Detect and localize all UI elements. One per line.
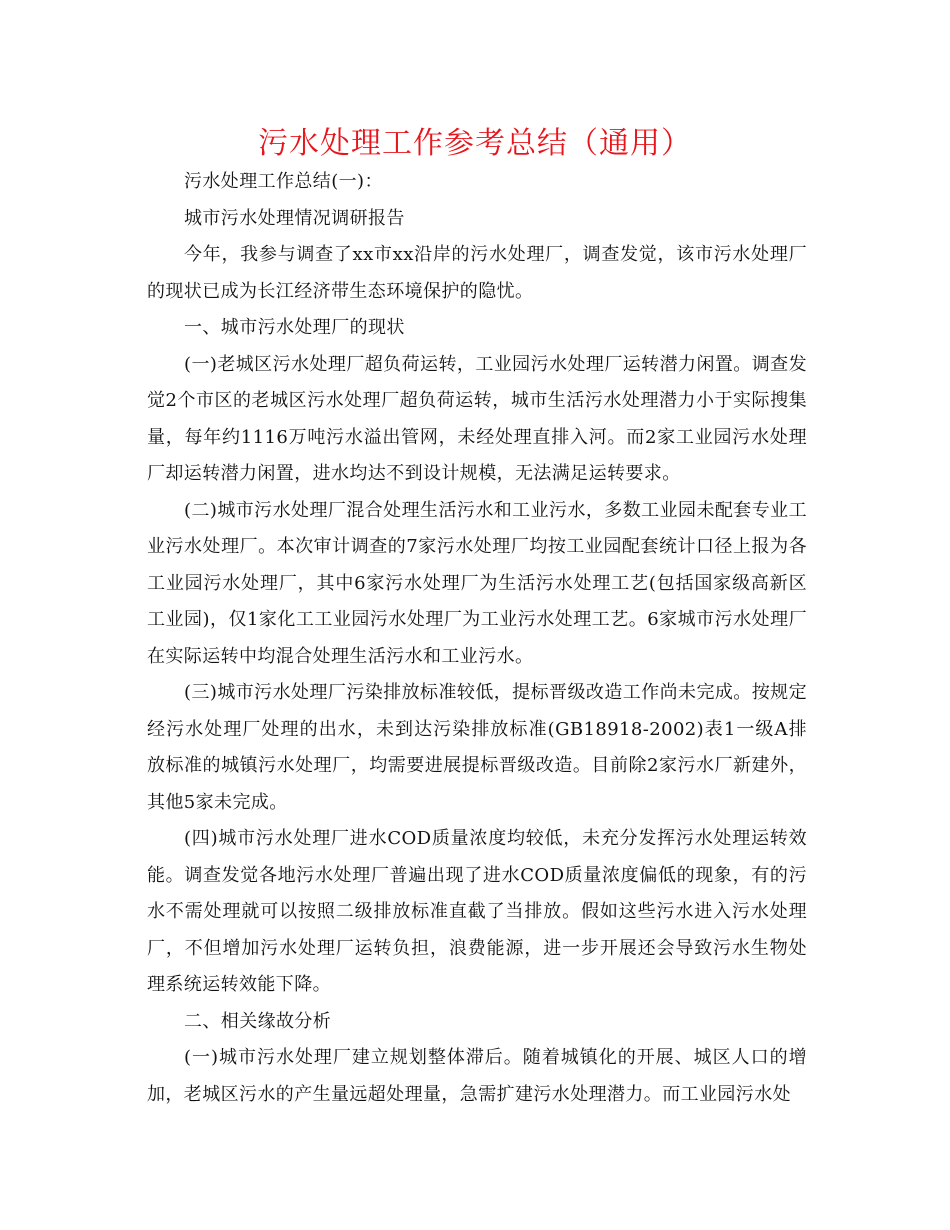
paragraph-subtitle: 污水处理工作总结(一)： [184, 171, 383, 192]
paragraph-report-title: 城市污水处理情况调研报告 [184, 207, 405, 229]
paragraph-1-3: (三)城市污水处理厂污染排放标准较低，提标晋级改造工作尚未完成。按规定经污水处理厂处理的出水，未到达污染排放标准(GB18918-2002)表1一级A排放标准的城镇污水处理厂，均需要进展提标晋级改造。目前除2家污水厂新建外，其他5家未完成。 [147, 682, 807, 813]
document-body [147, 164, 807, 1113]
section-heading-2: 二、相关缘故分析 [184, 1010, 332, 1032]
paragraph-intro: 今年，我参与调查了xx市xx沿岸的污水处理厂，调查发觉，该市污水处理厂的现状已成为长江经济带生态环境保护的隐忧。 [147, 244, 807, 302]
paragraph-1-1: (一)老城区污水处理厂超负荷运转，工业园污水处理厂运转潜力闲置。调查发觉2个市区的老城区污水处理厂超负荷运转，城市生活污水处理潜力小于实际搜集量，每年约1116万吨污水溢出管网，未经处理直排入河。而2家工业园污水处理厂却运转潜力闲置，进水均达不到设计规模，无法满足运转要求。 [147, 353, 807, 484]
section-heading-1: 一、城市污水处理厂的现状 [184, 317, 405, 338]
paragraph-1-4: (四)城市污水处理厂进水COD质量浓度均较低，未充分发挥污水处理运转效能。调查发觉各地污水处理厂普遍出现了进水COD质量浓度偏低的现象，有的污水不需处理就可以按照二级排放标准直截了当排放。假如这些污水进入污水处理厂，不但增加污水处理厂运转负担，浪费能源，进一步开展还会导致污水生物处理系统运转效能下降。 [147, 828, 807, 995]
document-title: 污水处理工作参考总结（通用） [258, 126, 692, 161]
paragraph-1-2: (二)城市污水处理厂混合处理生活污水和工业污水，多数工业园未配套专业工业污水处理厂。本次审计调查的7家污水处理厂均按工业园配套统计口径上报为各工业园污水处理厂，其中6家污水处理厂为生活污水处理工艺(包括国家级高新区工业园)，仅1家化工工业园污水处理厂为工业污水处理工艺。6家城市污水处理厂在实际运转中均混合处理生活污水和工业污水。 [147, 499, 807, 667]
paragraph-2-1: (一)城市污水处理厂建立规划整体滞后。随着城镇化的开展、城区人口的增加，老城区污水的产生量远超处理量，急需扩建污水处理潜力。而工业园污水处 [147, 1047, 807, 1105]
